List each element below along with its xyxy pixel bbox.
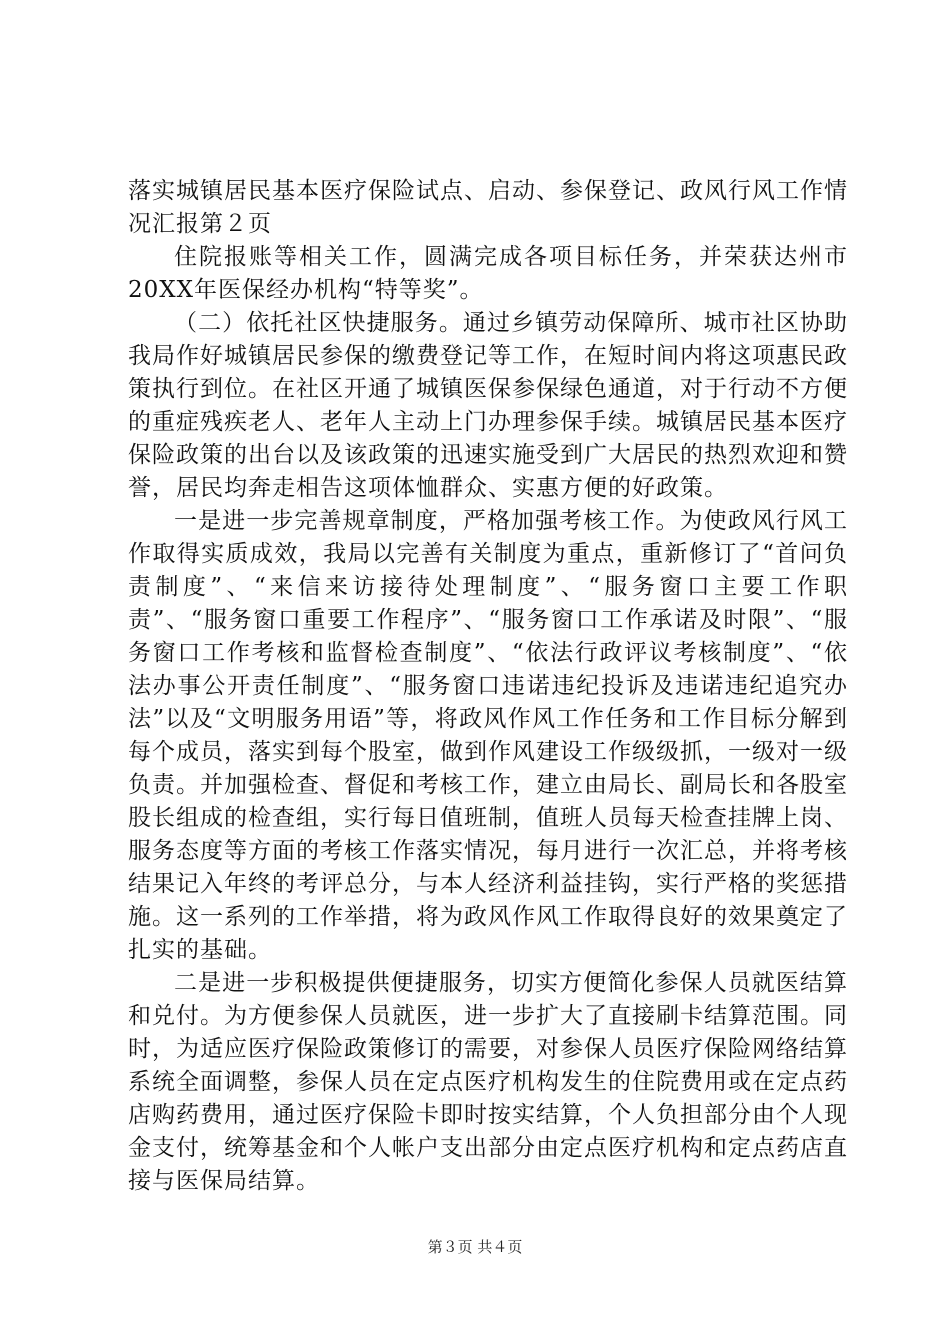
document-body [128, 175, 848, 1198]
paragraph-1: 住院报账等相关工作，圆满完成各项目标任务，并荣获达州市20XX年医保经办机构“特等奖”。 [128, 244, 848, 303]
paragraph-3: 一是进一步完善规章制度，严格加强考核工作。为使政风行风工作取得实质成效，我局以完善有关制度为重点，重新修订了“首问负责制度”、“来信来访接待处理制度”、“服务窗口主要工作职责”、“服务窗口重要工作程序”、“服务窗口工作承诺及时限”、“服务窗口工作考核和监督检查制度”、“依法行政评议考核制度”、“依法办事公开责任制度”、“服务窗口违诺违纪投诉及违诺违纪追究办法”以及“文明服务用语”等，将政风作风工作任务和工作目标分解到每个成员，落实到每个股室，做到作风建设工作级级抓，一级对一级负责。并加强检查、督促和考核工作，建立由局长、副局长和各股室股长组成的检查组，实行每日值班制，值班人员每天检查挂牌上岗、服务态度等方面的考核工作落实情况，每月进行一次汇总，并将考核结果记入年终的考评总分，与本人经济利益挂钩，实行严格的奖惩措施。这一系列的工作举措，将为政风作风工作取得良好的效果奠定了扎实的基础。 [128, 508, 848, 963]
document-heading: 落实城镇居民基本医疗保险试点、启动、参保登记、政风行风工作情况汇报第２页 [128, 178, 848, 237]
paragraph-2: （二）依托社区快捷服务。通过乡镇劳动保障所、城市社区协助我局作好城镇居民参保的缴费登记等工作，在短时间内将这项惠民政策执行到位。在社区开通了城镇医保参保绿色通道，对于行动不方便的重症残疾老人、老年人主动上门办理参保手续。城镇居民基本医疗保险政策的出台以及该政策的迅速实施受到广大居民的热烈欢迎和赞誉，居民均奔走相告这项体恤群众、实惠方便的好政策。 [128, 310, 848, 501]
page-number-footer: 第３页 共４页 [427, 1238, 523, 1256]
paragraph-4: 二是进一步积极提供便捷服务，切实方便简化参保人员就医结算和兑付。为方便参保人员就医，进一步扩大了直接刷卡结算范围。同时，为适应医疗保险政策修订的需要，对参保人员医疗保险网络结算系统全面调整，参保人员在定点医疗机构发生的住院费用或在定点药店购药费用，通过医疗保险卡即时按实结算，个人负担部分由个人现金支付，统筹基金和个人帐户支出部分由定点医疗机构和定点药店直接与医保局结算。 [128, 970, 848, 1194]
